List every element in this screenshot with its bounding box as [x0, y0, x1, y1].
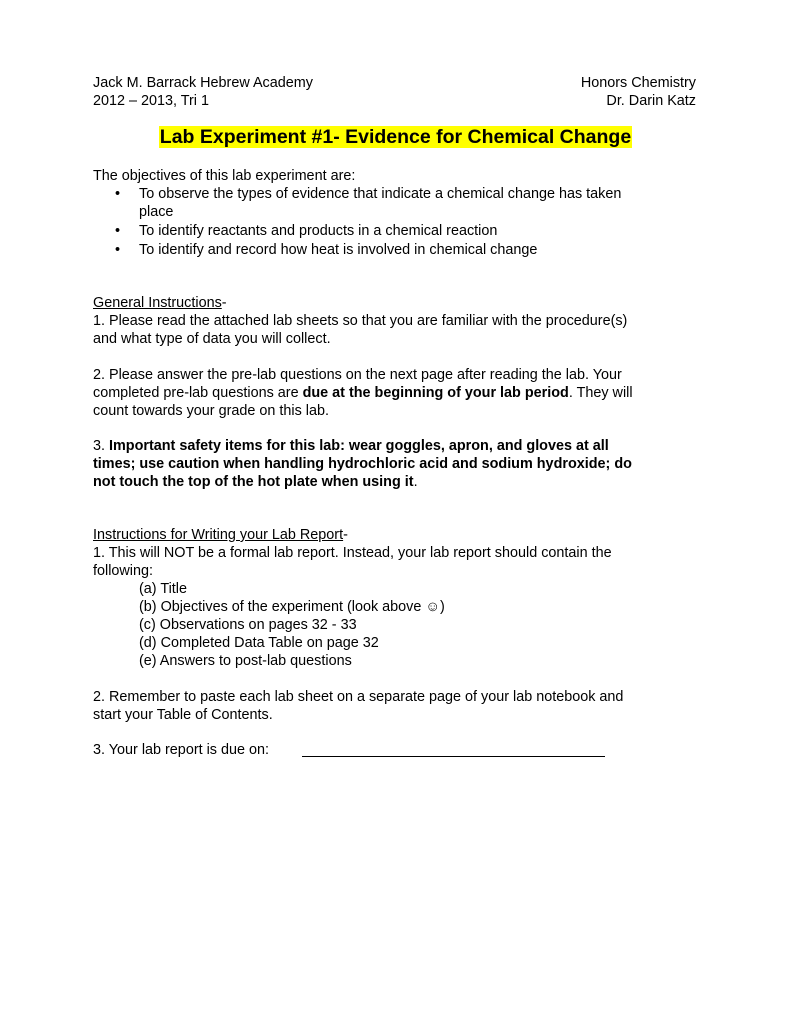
- heading-suffix: -: [221, 295, 227, 311]
- report-instructions-heading: [93, 526, 348, 544]
- page-title-container: [0, 125, 791, 150]
- page-title: Lab Experiment #1- Evidence for Chemical Change: [159, 126, 632, 148]
- report-subitem: (e) Answers to post-lab questions: [139, 653, 352, 669]
- objective-item: To observe the types of evidence that indicate a chemical change has taken: [139, 186, 622, 202]
- report-item-2-line: start your Table of Contents.: [93, 707, 273, 723]
- report-instructions-heading-text: Instructions for Writing your Lab Report: [93, 527, 344, 543]
- report-item-1-line: following:: [93, 563, 153, 579]
- report-subitem: (c) Observations on pages 32 - 33: [139, 617, 357, 633]
- objective-item-continued: place: [139, 204, 174, 220]
- general-item-2-text: . They will: [568, 385, 633, 401]
- general-item-2-line: 2. Please answer the pre-lab questions on the next page after reading the lab. Your: [93, 367, 622, 383]
- due-date-blank-line: [302, 756, 605, 757]
- general-item-2-text: completed pre-lab questions are: [93, 385, 303, 401]
- bullet-icon: •: [115, 223, 121, 239]
- report-subitem: (b) Objectives of the experiment (look above ☺): [139, 599, 445, 615]
- objective-item: To identify and record how heat is involved in chemical change: [139, 242, 538, 258]
- term: 2012 – 2013, Tri 1: [93, 93, 210, 109]
- course-name: Honors Chemistry: [580, 75, 696, 91]
- report-subitem: (d) Completed Data Table on page 32: [139, 635, 379, 651]
- safety-line: [93, 473, 418, 491]
- general-item-1-line: 1. Please read the attached lab sheets so that you are familiar with the procedure(s): [93, 313, 628, 329]
- safety-line: times; use caution when handling hydrochloric acid and sodium hydroxide; do: [93, 456, 632, 472]
- heading-suffix: -: [343, 527, 348, 543]
- general-item-1-line: and what type of data you will collect.: [93, 331, 331, 347]
- general-item-2-line: [93, 384, 633, 402]
- bullet-icon: •: [115, 242, 121, 258]
- school-name: Jack M. Barrack Hebrew Academy: [93, 75, 313, 91]
- report-item-2-line: 2. Remember to paste each lab sheet on a separate page of your lab notebook and: [93, 689, 624, 705]
- teacher-name: Dr. Darin Katz: [606, 93, 696, 109]
- safety-text: not touch the top of the hot plate when using it: [93, 474, 414, 490]
- general-item-2-line: count towards your grade on this lab.: [93, 403, 329, 419]
- safety-text: Important safety items for this lab: wear goggles, apron, and gloves at all: [109, 438, 609, 454]
- due-date-label: 3. Your lab report is due on:: [93, 742, 270, 758]
- general-instructions-heading: [93, 294, 227, 312]
- objectives-intro: The objectives of this lab experiment are:: [93, 168, 356, 184]
- safety-line: [93, 437, 609, 455]
- report-subitem: (a) Title: [139, 581, 187, 597]
- bullet-icon: •: [115, 186, 121, 202]
- safety-number: 3.: [93, 438, 109, 454]
- general-instructions-heading-text: General Instructions: [93, 295, 222, 311]
- report-item-1-line: 1. This will NOT be a formal lab report. Instead, your lab report should contain the: [93, 545, 612, 561]
- safety-period: .: [413, 474, 418, 490]
- objective-item: To identify reactants and products in a chemical reaction: [139, 223, 498, 239]
- due-emphasis: due at the beginning of your lab period: [302, 385, 569, 401]
